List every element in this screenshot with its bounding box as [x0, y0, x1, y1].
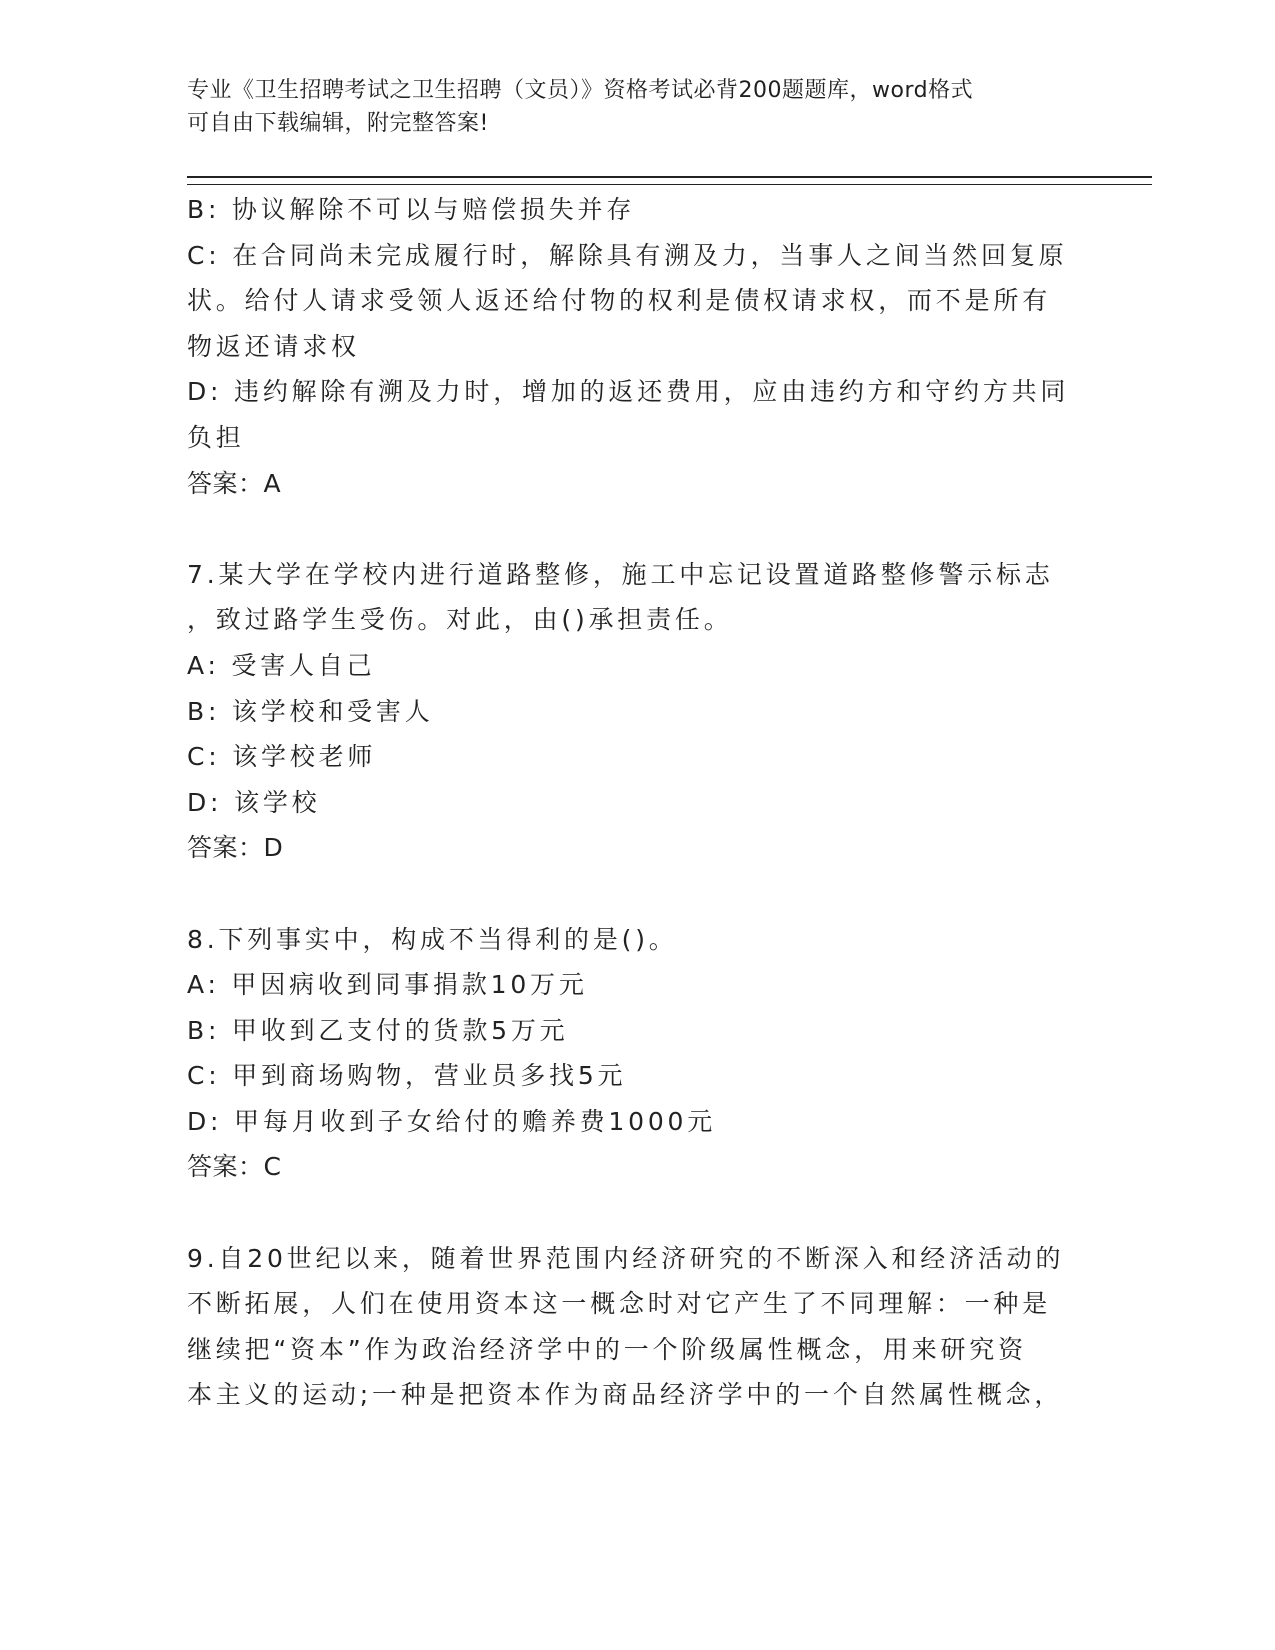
q8-stem: 8.下列事实中，构成不当得利的是()。: [187, 924, 678, 954]
q7-answer: 答案：D: [187, 833, 284, 863]
question-6: [187, 187, 1087, 506]
q8-answer: 答案：C: [187, 1152, 282, 1182]
q6-option-c-line-1: C: 在合同尚未完成履行时，解除具有溯及力，当事人之间当然回复原: [187, 240, 1068, 270]
q8-option-d: D: 甲每月收到子女给付的赡养费1000元: [187, 1106, 717, 1136]
q8-option-c: C: 甲到商场购物，营业员多找5元: [187, 1061, 627, 1091]
question-9: [187, 1236, 1087, 1418]
q6-option-b: B: 协议解除不可以与赔偿损失并存: [187, 195, 636, 224]
spacer: [187, 1190, 1087, 1236]
spacer: [187, 871, 1087, 917]
header-title-line-1: 专业《卫生招聘考试之卫生招聘（文员）》资格考试必背200题题库，word格式: [187, 78, 974, 103]
q6-option-d-line-1: D: 违约解除有溯及力时，增加的返还费用，应由违约方和守约方共同: [187, 377, 1070, 407]
spacer: [187, 506, 1087, 552]
q9-stem-line-3: 继续把“资本”作为政治经济学中的一个阶级属性概念，用来研究资: [187, 1334, 1027, 1364]
q9-stem-line-1: 9.自20世纪以来，随着世界范围内经济研究的不断深入和经济活动的: [187, 1243, 1065, 1273]
q7-stem-line-1: 7.某大学在学校内进行道路整修，施工中忘记设置道路整修警示标志: [187, 559, 1054, 589]
q6-option-c-line-3: 物返还请求权: [187, 331, 360, 361]
document-header: [187, 74, 1087, 140]
q7-option-b: B: 该学校和受害人: [187, 696, 434, 726]
question-7: [187, 552, 1087, 871]
question-8: [187, 917, 1087, 1191]
q9-stem-line-2: 不断拓展，人们在使用资本这一概念时对它产生了不同理解：一种是: [187, 1289, 1052, 1319]
q8-option-a: A: 甲因病收到同事捐款10万元: [187, 970, 588, 1000]
q9-stem-line-4: 本主义的运动;一种是把资本作为商品经济学中的一个自然属性概念，: [187, 1380, 1064, 1410]
q7-option-c: C: 该学校老师: [187, 742, 377, 772]
q7-stem-line-2: ，致过路学生受伤。对此，由()承担责任。: [187, 605, 733, 635]
q6-option-c-line-2: 状。给付人请求受领人返还给付物的权利是债权请求权，而不是所有: [187, 286, 1052, 316]
q6-option-d-line-2: 负担: [187, 422, 245, 452]
header-title-line-2: 可自由下载编辑，附完整答案!: [187, 111, 489, 136]
header-divider: [187, 176, 1152, 185]
q7-option-d: D: 该学校: [187, 787, 321, 817]
document-body: [187, 187, 1087, 1418]
q7-option-a: A: 受害人自己: [187, 650, 376, 680]
q8-option-b: B: 甲收到乙支付的货款5万元: [187, 1015, 569, 1045]
q6-answer: 答案：A: [187, 468, 282, 498]
